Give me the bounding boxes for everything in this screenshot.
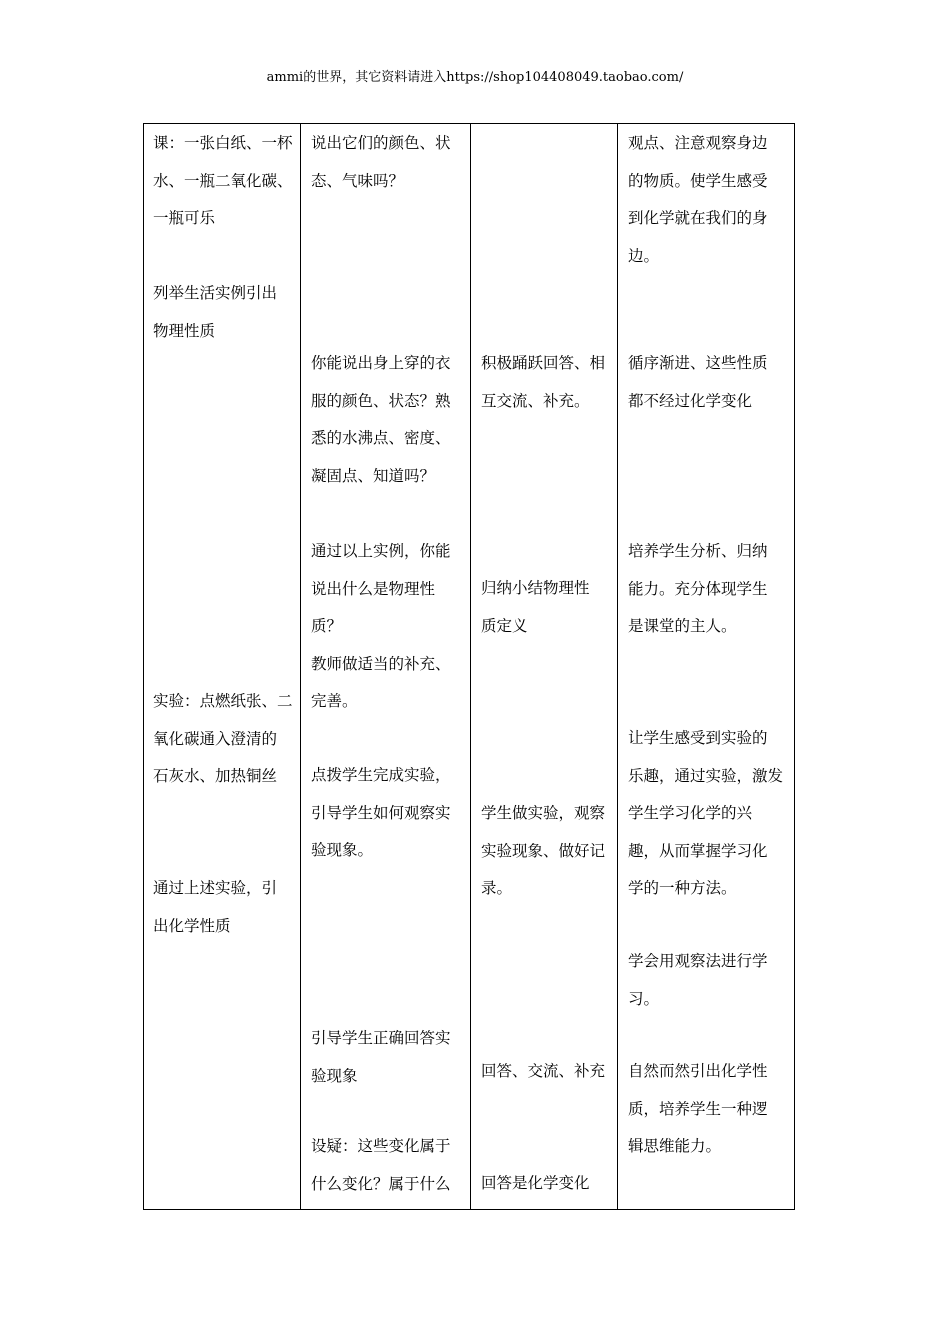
text-line: 学的一种方法。	[628, 879, 737, 897]
text-line: 观点、注意观察身边	[628, 134, 768, 152]
text-line: 辑思维能力。	[628, 1137, 722, 1155]
col2-text-block	[311, 345, 466, 495]
text-line: 完善。	[311, 692, 358, 710]
text-line: 都不经过化学变化	[628, 391, 753, 410]
table-divider-3	[617, 124, 618, 1209]
text-line: 氧化碳通入澄清的	[153, 729, 278, 748]
text-line: 一瓶可乐	[153, 209, 216, 227]
col3-text-block	[481, 795, 616, 908]
text-line: 物理性质	[153, 321, 216, 340]
text-line: 学生学习化学的兴	[628, 804, 753, 822]
text-line: 通过以上实例，你能	[311, 542, 451, 560]
col1-text-block	[153, 683, 298, 796]
table-divider-1	[300, 124, 301, 1209]
col3-text-block	[481, 570, 616, 645]
text-line: 你能说出身上穿的衣	[311, 354, 451, 372]
col2-text-block	[311, 125, 466, 200]
col4-text-block	[628, 345, 788, 420]
table-border-left	[143, 124, 144, 1209]
text-line: 实验：点燃纸张、二	[153, 692, 293, 710]
text-line: 凝固点、知道吗？	[311, 466, 436, 485]
col3-text-block	[481, 1053, 616, 1091]
lesson-table	[143, 123, 795, 1210]
text-line: 质？	[311, 617, 343, 635]
text-line: 自然而然引出化学性	[628, 1062, 768, 1080]
text-line: 验现象	[311, 1066, 358, 1085]
text-line: 出化学性质	[153, 916, 231, 935]
text-line: 说出它们的颜色、状	[311, 134, 451, 152]
col2-text-block	[311, 533, 466, 721]
text-line: 能力。充分体现学生	[628, 579, 768, 598]
text-line: 积极踊跃回答、相	[481, 354, 606, 372]
col4-text-block	[628, 533, 788, 646]
text-line: 点拨学生完成实验，	[311, 766, 451, 784]
text-line: 悉的水沸点、密度、	[311, 429, 451, 447]
col4-text-block	[628, 720, 788, 908]
text-line: 的物质。使学生感受	[628, 171, 768, 190]
text-line: 石灰水、加热铜丝	[153, 767, 278, 785]
text-line: 互交流、补充。	[481, 391, 590, 410]
text-line: 说出什么是物理性	[311, 579, 436, 598]
col3-text-block	[481, 1165, 616, 1203]
text-line: 课：一张白纸、一杯	[153, 134, 293, 152]
col2-text-block	[311, 1020, 466, 1095]
text-line: 质定义	[481, 616, 528, 635]
table-border-right	[794, 124, 795, 1209]
text-line: 回答是化学变化	[481, 1174, 590, 1192]
text-line: 列举生活实例引出	[153, 284, 278, 302]
text-line: 学会用观察法进行学	[628, 952, 768, 970]
text-line: 习。	[628, 989, 660, 1008]
table-divider-2	[470, 124, 471, 1209]
text-line: 回答、交流、补充	[481, 1062, 606, 1080]
col2-text-block	[311, 757, 466, 870]
text-line: 培养学生分析、归纳	[628, 542, 768, 560]
text-line: 乐趣，通过实验，激发	[628, 766, 784, 785]
text-line: 趣，从而掌握学习化	[628, 841, 768, 860]
text-line: 教师做适当的补充、	[311, 654, 451, 673]
text-line: 态、气味吗？	[311, 171, 405, 190]
col2-text-block	[311, 1128, 466, 1203]
col3-text-block	[481, 345, 616, 420]
page-header: ammi的世界，其它资料请进入https://shop104408049.taobao.com/	[266, 70, 684, 85]
text-line: 归纳小结物理性	[481, 579, 590, 597]
text-line: 通过上述实验，引	[153, 879, 278, 897]
text-line: 质，培养学生一种逻	[628, 1099, 768, 1118]
text-line: 引导学生正确回答实	[311, 1029, 451, 1047]
col1-text-block	[153, 125, 298, 238]
text-line: 到化学就在我们的身	[628, 209, 768, 227]
text-line: 学生做实验，观察	[481, 804, 606, 822]
col4-text-block	[628, 1053, 788, 1166]
text-line: 什么变化？属于什么	[311, 1174, 451, 1193]
text-line: 录。	[481, 879, 513, 897]
text-line: 是课堂的主人。	[628, 617, 737, 635]
col4-text-block	[628, 125, 788, 275]
text-line: 验现象。	[311, 841, 374, 859]
text-line: 引导学生如何观察实	[311, 803, 451, 822]
text-line: 边。	[628, 246, 660, 265]
col1-text-block	[153, 870, 298, 945]
col4-text-block	[628, 943, 788, 1018]
text-line: 让学生感受到实验的	[628, 729, 768, 747]
col1-text-block	[153, 275, 298, 350]
text-line: 水、一瓶二氧化碳、	[153, 171, 293, 190]
text-line: 设疑：这些变化属于	[311, 1137, 451, 1155]
text-line: 实验现象、做好记	[481, 841, 606, 860]
text-line: 服的颜色、状态？熟	[311, 391, 451, 410]
text-line: 循序渐进、这些性质	[628, 354, 768, 372]
